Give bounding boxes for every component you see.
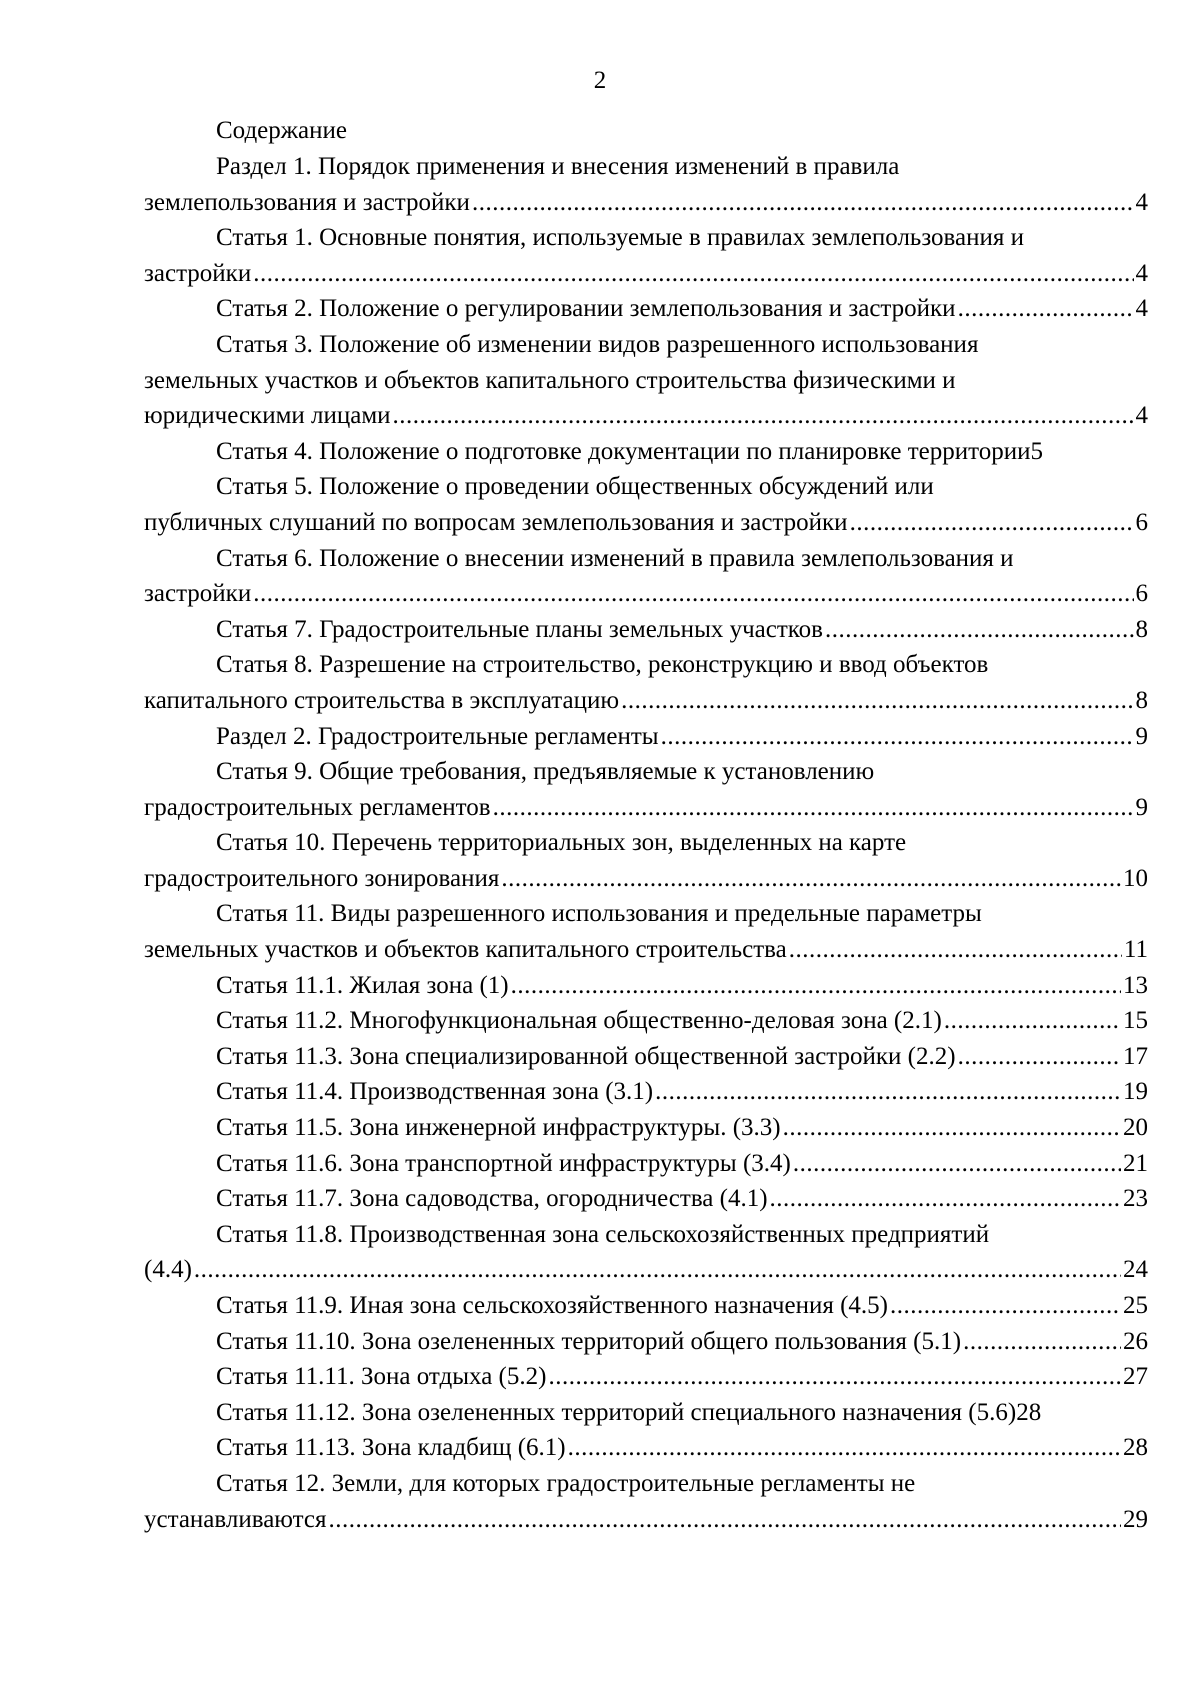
toc-entry-title-line: Статья 1. Основные понятия, используемые в правилах землепользования и	[216, 224, 1025, 252]
toc-entry[interactable]	[144, 1074, 1148, 1110]
toc-entry-title-last-line: земельных участков и объектов капитального строительства	[144, 936, 787, 964]
toc-entry-title-last-line: капитального строительства в эксплуатацию	[144, 686, 620, 714]
toc-entry-title-line: Статья 8. Разрешение на строительство, реконструкцию и ввод объектов	[216, 651, 989, 679]
toc-entry-tail	[144, 1039, 1148, 1075]
toc-entry-tail	[144, 612, 1148, 648]
toc-entry-title-line: Статья 6. Положение о внесении изменений в правила землепользования и	[216, 544, 1014, 572]
toc-dot-leader	[621, 683, 1133, 719]
toc-entry[interactable]	[144, 291, 1148, 327]
toc-page-number: 4	[1135, 295, 1148, 323]
toc-page-number: 6	[1135, 580, 1148, 608]
toc-entry[interactable]	[144, 220, 1148, 291]
toc-dot-leader	[793, 1146, 1121, 1182]
toc-dot-leader	[655, 1074, 1121, 1110]
toc-entry-title-line: Статья 10. Перечень территориальных зон, выделенных на карте	[216, 829, 907, 857]
toc-entry-title-last-line: устанавливаются	[144, 1505, 327, 1533]
toc-entry-title-line: Статья 11.8. Производственная зона сельскохозяйственных предприятий	[216, 1220, 990, 1248]
toc-page-number: 9	[1135, 793, 1148, 821]
toc-dot-leader	[393, 398, 1134, 434]
toc-entry-title-last-line: публичных слушаний по вопросам землепользования и застройки	[144, 508, 848, 536]
toc-entry[interactable]	[144, 612, 1148, 648]
toc-entry-tail	[144, 291, 1148, 327]
toc-entry-tail	[144, 505, 1148, 541]
table-of-contents	[144, 112, 1148, 1537]
toc-page-number: 4	[1135, 259, 1148, 287]
toc-entry[interactable]	[144, 1039, 1148, 1075]
toc-entry[interactable]	[144, 541, 1148, 612]
toc-entry-tail	[144, 1288, 1148, 1324]
toc-entry[interactable]	[144, 149, 1148, 220]
toc-entry[interactable]	[144, 434, 1148, 470]
toc-page-number: 13	[1123, 971, 1148, 999]
toc-entry-tail	[144, 398, 1148, 434]
toc-dot-leader	[493, 790, 1134, 826]
toc-entry-tail	[144, 683, 1148, 719]
toc-entry-tail	[144, 1074, 1148, 1110]
toc-entry[interactable]	[144, 1146, 1148, 1182]
toc-entry-tail	[144, 185, 1148, 221]
toc-page-number: 21	[1123, 1149, 1148, 1177]
toc-entry-title-last-line: застройки	[144, 259, 252, 287]
toc-entry[interactable]	[144, 1288, 1148, 1324]
toc-entry[interactable]	[144, 1217, 1148, 1288]
toc-entry-title-last-line: Статья 11.11. Зона отдыха (5.2)	[216, 1363, 547, 1391]
toc-entry-title-last-line: Статья 11.10. Зона озелененных территорий общего пользования (5.1)	[216, 1327, 962, 1355]
toc-dot-leader	[850, 505, 1134, 541]
toc-dot-leader	[568, 1430, 1121, 1466]
toc-dot-leader	[328, 1502, 1121, 1538]
toc-entry-title-last-line: Статья 11.3. Зона специализированной общественной застройки (2.2)	[216, 1042, 956, 1070]
toc-dot-leader	[825, 612, 1134, 648]
toc-entry-title-line: Статья 9. Общие требования, предъявляемые к установлению	[216, 758, 875, 786]
toc-entry-title-last-line: Статья 7. Градостроительные планы земельных участков	[216, 615, 823, 643]
toc-page-number: 8	[1135, 615, 1148, 643]
toc-entry-title-last-line: Статья 11.6. Зона транспортной инфраструктуры (3.4)	[216, 1149, 791, 1177]
toc-dot-leader	[253, 576, 1133, 612]
toc-entry-title-last-line: Статья 11.9. Иная зона сельскохозяйственного назначения (4.5)	[216, 1292, 888, 1319]
toc-dot-leader	[194, 1252, 1121, 1288]
toc-dot-leader	[783, 1110, 1121, 1146]
toc-dot-leader	[789, 932, 1122, 968]
toc-entry[interactable]	[144, 968, 1148, 1004]
toc-entry-tail	[144, 1502, 1148, 1538]
toc-entry-tail	[144, 968, 1148, 1004]
toc-entry-tail	[144, 1003, 1148, 1039]
toc-entry-tail	[144, 1110, 1148, 1146]
toc-entry-title-line: Статья 12. Земли, для которых градостроительные регламенты не	[216, 1469, 916, 1497]
toc-entry-title-last-line: Статья 11.5. Зона инженерной инфраструктуры. (3.3)	[216, 1114, 781, 1142]
toc-entry[interactable]	[144, 754, 1148, 825]
toc-entry-tail	[144, 1252, 1148, 1288]
toc-page-number: 28	[1123, 1434, 1148, 1462]
toc-entry-title-last-line: Статья 4. Положение о подготовке документации по планировке территории	[216, 437, 1031, 465]
toc-dot-leader	[472, 185, 1134, 221]
toc-entry-tail	[144, 256, 1148, 292]
toc-entry[interactable]	[144, 1003, 1148, 1039]
toc-entry-title-last-line: землепользования и застройки	[144, 188, 470, 216]
toc-entry[interactable]	[144, 1324, 1148, 1360]
toc-dot-leader	[501, 861, 1121, 897]
toc-page-number: 19	[1123, 1078, 1148, 1106]
toc-page-number: 4	[1135, 402, 1148, 430]
toc-page-number: 20	[1123, 1114, 1148, 1142]
toc-entry-tail	[144, 1146, 1148, 1182]
toc-entry-title-last-line: градостроительного зонирования	[144, 864, 500, 892]
toc-entry-title-last-line: градостроительных регламентов	[144, 793, 491, 821]
toc-page-number: 15	[1123, 1007, 1148, 1035]
toc-entry-tail	[144, 719, 1148, 755]
toc-entry-title-last-line: юридическими лицами	[144, 402, 391, 430]
toc-dot-leader	[963, 1324, 1121, 1360]
toc-entry-tail	[144, 1430, 1148, 1466]
toc-entry-title-line: Статья 5. Положение о проведении общественных обсуждений или	[216, 473, 934, 501]
toc-entry-tail	[144, 434, 1148, 470]
toc-entry[interactable]	[144, 1395, 1148, 1431]
toc-page-number: 6	[1135, 508, 1148, 536]
toc-entry[interactable]	[144, 1181, 1148, 1217]
toc-entry-tail	[144, 1324, 1148, 1360]
toc-entry-tail	[144, 576, 1148, 612]
toc-entry[interactable]	[144, 327, 1148, 434]
page-number: 2	[593, 67, 607, 94]
toc-page-number: 9	[1135, 722, 1148, 750]
toc-entry-tail	[144, 932, 1148, 968]
toc-entry-title-last-line: Статья 11.1. Жилая зона (1)	[216, 971, 509, 999]
toc-page-number: 25	[1123, 1292, 1148, 1319]
toc-dot-leader	[958, 291, 1134, 327]
toc-dot-leader	[958, 1039, 1121, 1075]
toc-entry-title-last-line: Статья 11.12. Зона озелененных территорий специального назначения (5.6)	[216, 1398, 1017, 1426]
toc-entry[interactable]	[144, 1430, 1148, 1466]
toc-entry-title-last-line: Статья 11.4. Производственная зона (3.1)	[216, 1078, 654, 1106]
toc-entry[interactable]	[144, 896, 1148, 967]
toc-entry[interactable]	[144, 1359, 1148, 1395]
toc-page-number: 28	[1016, 1398, 1042, 1426]
toc-entry[interactable]	[144, 1466, 1148, 1537]
toc-entry-title-line: земельных участков и объектов капитального строительства физическими и	[144, 366, 956, 394]
toc-entry[interactable]	[144, 469, 1148, 540]
toc-entry-title-last-line: (4.4)	[144, 1256, 192, 1284]
toc-entry-title-last-line: Статья 11.2. Многофункциональная общественно-деловая зона (2.1)	[216, 1007, 942, 1035]
toc-entry[interactable]	[144, 647, 1148, 718]
toc-page-number: 27	[1123, 1363, 1148, 1391]
toc-page-number: 24	[1123, 1256, 1148, 1284]
toc-dot-leader	[511, 968, 1121, 1004]
toc-entry-title-line: Статья 11. Виды разрешенного использования и предельные параметры	[216, 900, 982, 928]
toc-dot-leader	[890, 1288, 1121, 1324]
toc-entry[interactable]	[144, 719, 1148, 755]
toc-page-number: 5	[1030, 437, 1043, 465]
toc-heading: Содержание	[216, 117, 347, 144]
toc-page-number: 29	[1123, 1505, 1148, 1533]
toc-dot-leader	[253, 256, 1133, 292]
toc-entry-title-last-line: застройки	[144, 580, 252, 608]
toc-entry-title-line: Статья 3. Положение об изменении видов разрешенного использования	[216, 330, 979, 358]
toc-entry-tail	[144, 1181, 1148, 1217]
toc-entry-tail	[144, 790, 1148, 826]
toc-page-number: 4	[1135, 188, 1148, 216]
toc-entry-tail	[144, 861, 1148, 897]
toc-entry-tail	[144, 1359, 1148, 1395]
toc-page-number: 26	[1123, 1327, 1148, 1355]
toc-entry-title-last-line: Раздел 2. Градостроительные регламенты	[216, 722, 659, 750]
toc-entry[interactable]	[144, 825, 1148, 896]
toc-dot-leader	[944, 1003, 1121, 1039]
toc-entries	[144, 149, 1148, 1537]
toc-page-number: 17	[1123, 1042, 1148, 1070]
toc-page-number: 11	[1123, 936, 1148, 964]
toc-entry-tail	[144, 1395, 1148, 1431]
toc-entry-title-last-line: Статья 2. Положение о регулировании землепользования и застройки	[216, 295, 956, 323]
toc-page-number: 23	[1123, 1185, 1148, 1213]
toc-dot-leader	[770, 1181, 1121, 1217]
toc-page-number: 8	[1135, 686, 1148, 714]
toc-entry-title-line: Раздел 1. Порядок применения и внесения изменений в правила	[216, 153, 900, 180]
toc-entry[interactable]	[144, 1110, 1148, 1146]
toc-entry-title-last-line: Статья 11.13. Зона кладбищ (6.1)	[216, 1434, 566, 1462]
toc-entry-title-last-line: Статья 11.7. Зона садоводства, огородничества (4.1)	[216, 1185, 768, 1213]
toc-dot-leader	[661, 719, 1134, 755]
toc-page-number: 10	[1123, 864, 1148, 892]
toc-dot-leader	[548, 1359, 1121, 1395]
